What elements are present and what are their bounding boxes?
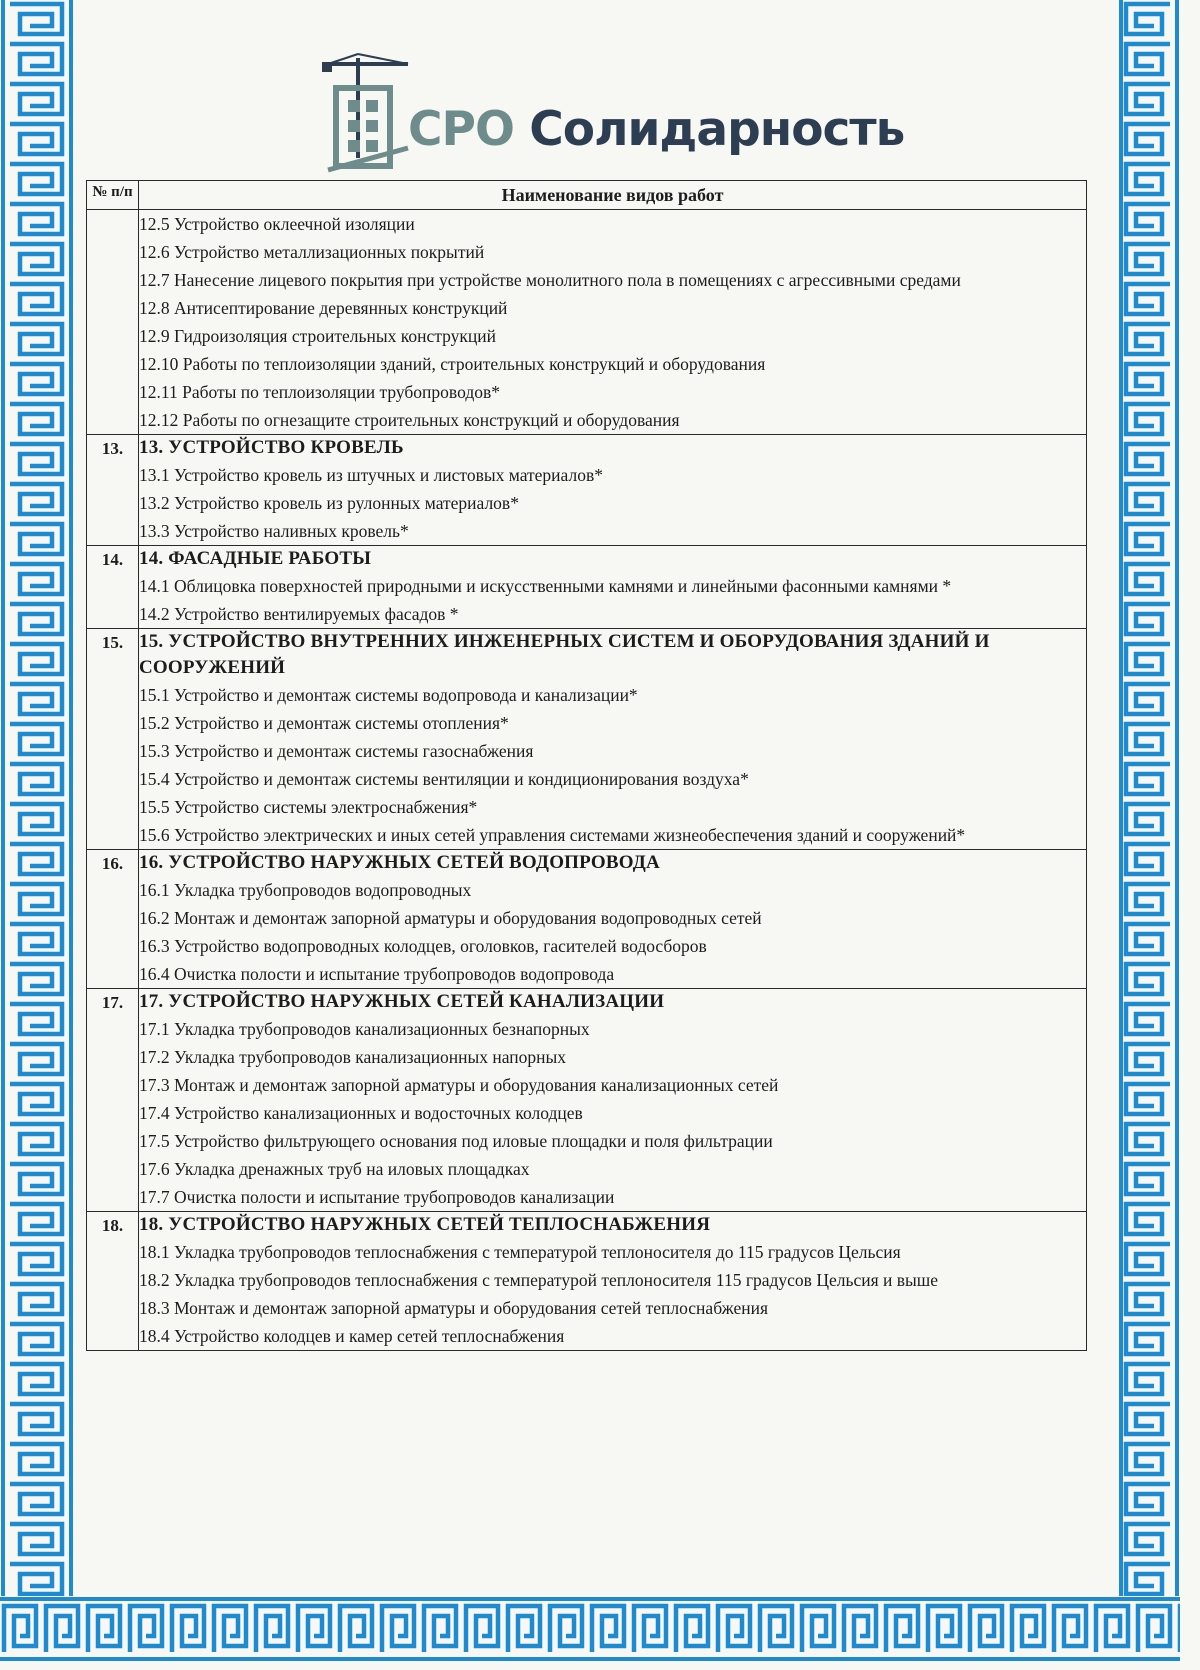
section-title: 14. ФАСАДНЫЕ РАБОТЫ — [139, 548, 372, 569]
list-item: 12.11 Работы по теплоизоляции трубопроводов* — [139, 382, 500, 402]
greek-key-border-right — [1118, 0, 1180, 1600]
section-title: 16. УСТРОЙСТВО НАРУЖНЫХ СЕТЕЙ ВОДОПРОВОДА — [139, 852, 660, 873]
section-title: 13. УСТРОЙСТВО КРОВЕЛЬ — [139, 437, 404, 458]
list-item: 12.9 Гидроизоляция строительных конструкций — [139, 326, 496, 346]
section-number: 14. — [87, 546, 139, 629]
list-item: 12.6 Устройство металлизационных покрытий — [139, 242, 485, 262]
list-item: 17.3 Монтаж и демонтаж запорной арматуры и оборудования канализационных сетей — [139, 1075, 779, 1095]
header-num: № п/п — [87, 181, 139, 210]
section-content — [139, 546, 1087, 629]
list-item: 17.6 Укладка дренажных труб на иловых площадках — [139, 1159, 530, 1179]
section-title: 18. УСТРОЙСТВО НАРУЖНЫХ СЕТЕЙ ТЕПЛОСНАБЖЕНИЯ — [139, 1214, 711, 1235]
section-number: 13. — [87, 435, 139, 546]
section-number: 16. — [87, 850, 139, 989]
header-name: Наименование видов работ — [139, 181, 1087, 210]
table-row — [87, 546, 1087, 629]
list-item: 15.2 Устройство и демонтаж системы отопления* — [139, 713, 509, 733]
list-item: 15.5 Устройство системы электроснабжения* — [139, 797, 478, 817]
works-table-body — [87, 210, 1087, 1351]
table-row — [87, 629, 1087, 850]
table-row — [87, 850, 1087, 989]
section-content — [139, 1212, 1087, 1351]
section-content — [139, 210, 1087, 435]
list-item: 13.1 Устройство кровель из штучных и листовых материалов* — [139, 465, 603, 485]
list-item: 17.1 Укладка трубопроводов канализационных безнапорных — [139, 1019, 590, 1039]
section-number: 15. — [87, 629, 139, 850]
list-item: 12.5 Устройство оклеечной изоляции — [139, 214, 415, 234]
list-item: 15.3 Устройство и демонтаж системы газоснабжения — [139, 741, 534, 761]
works-table — [86, 180, 1087, 1351]
list-item: 18.2 Укладка трубопроводов теплоснабжения с температурой теплоносителя 115 градусов Цельсия и выше — [139, 1270, 939, 1290]
list-item: 13.2 Устройство кровель из рулонных материалов* — [139, 493, 519, 513]
list-item: 17.4 Устройство канализационных и водосточных колодцев — [139, 1103, 583, 1123]
table-header-row — [87, 181, 1087, 210]
list-item: 16.1 Укладка трубопроводов водопроводных — [139, 880, 472, 900]
list-item: 12.10 Работы по теплоизоляции зданий, строительных конструкций и оборудования — [139, 354, 766, 374]
table-row — [87, 210, 1087, 435]
table-row — [87, 435, 1087, 546]
table-row — [87, 989, 1087, 1212]
list-item: 15.4 Устройство и демонтаж системы вентиляции и кондиционирования воздуха* — [139, 769, 749, 789]
section-number: 18. — [87, 1212, 139, 1351]
logo-name: Солидарность — [529, 102, 905, 157]
greek-key-border-bottom — [0, 1596, 1180, 1662]
list-item: 18.3 Монтаж и демонтаж запорной арматуры и оборудования сетей теплоснабжения — [139, 1298, 769, 1318]
list-item: 18.4 Устройство колодцев и камер сетей теплоснабжения — [139, 1326, 565, 1346]
list-item: 17.5 Устройство фильтрующего основания под иловые площадки и поля фильтрации — [139, 1131, 773, 1151]
section-content — [139, 850, 1087, 989]
section-content — [139, 629, 1087, 850]
section-title: 15. УСТРОЙСТВО ВНУТРЕННИХ ИНЖЕНЕРНЫХ СИСТЕМ И ОБОРУДОВАНИЯ ЗДАНИЙ И СООРУЖЕНИЙ — [139, 631, 990, 678]
section-number: 17. — [87, 989, 139, 1212]
list-item: 16.4 Очистка полости и испытание трубопроводов водопровода — [139, 964, 615, 984]
list-item: 12.12 Работы по огнезащите строительных конструкций и оборудования — [139, 410, 680, 430]
section-title: 17. УСТРОЙСТВО НАРУЖНЫХ СЕТЕЙ КАНАЛИЗАЦИИ — [139, 991, 665, 1012]
list-item: 16.3 Устройство водопроводных колодцев, оголовков, гасителей водосборов — [139, 936, 707, 956]
table-row — [87, 1212, 1087, 1351]
list-item: 12.8 Антисептирование деревянных конструкций — [139, 298, 508, 318]
list-item: 15.1 Устройство и демонтаж системы водопровода и канализации* — [139, 685, 638, 705]
section-content — [139, 989, 1087, 1212]
list-item: 16.2 Монтаж и демонтаж запорной арматуры и оборудования водопроводных сетей — [139, 908, 762, 928]
list-item: 14.1 Облицовка поверхностей природными и искусственными камнями и линейными фасонными камнями * — [139, 576, 952, 596]
list-item: 12.7 Нанесение лицевого покрытия при устройстве монолитного пола в помещениях с агрессивными средами — [139, 270, 961, 290]
list-item: 15.6 Устройство электрических и иных сетей управления системами жизнеобеспечения зданий и сооружений* — [139, 825, 966, 845]
logo-wordmark — [408, 102, 904, 157]
greek-key-border-left — [0, 0, 74, 1600]
list-item: 13.3 Устройство наливных кровель* — [139, 521, 409, 541]
section-number — [87, 210, 139, 435]
list-item: 14.2 Устройство вентилируемых фасадов * — [139, 604, 459, 624]
list-item: 17.2 Укладка трубопроводов канализационных напорных — [139, 1047, 567, 1067]
list-item: 18.1 Укладка трубопроводов теплоснабжения с температурой теплоносителя до 115 градусов Цельсия — [139, 1242, 901, 1262]
list-item: 17.7 Очистка полости и испытание трубопроводов канализации — [139, 1187, 615, 1207]
logo-prefix: СРО — [408, 102, 514, 157]
section-content — [139, 435, 1087, 546]
